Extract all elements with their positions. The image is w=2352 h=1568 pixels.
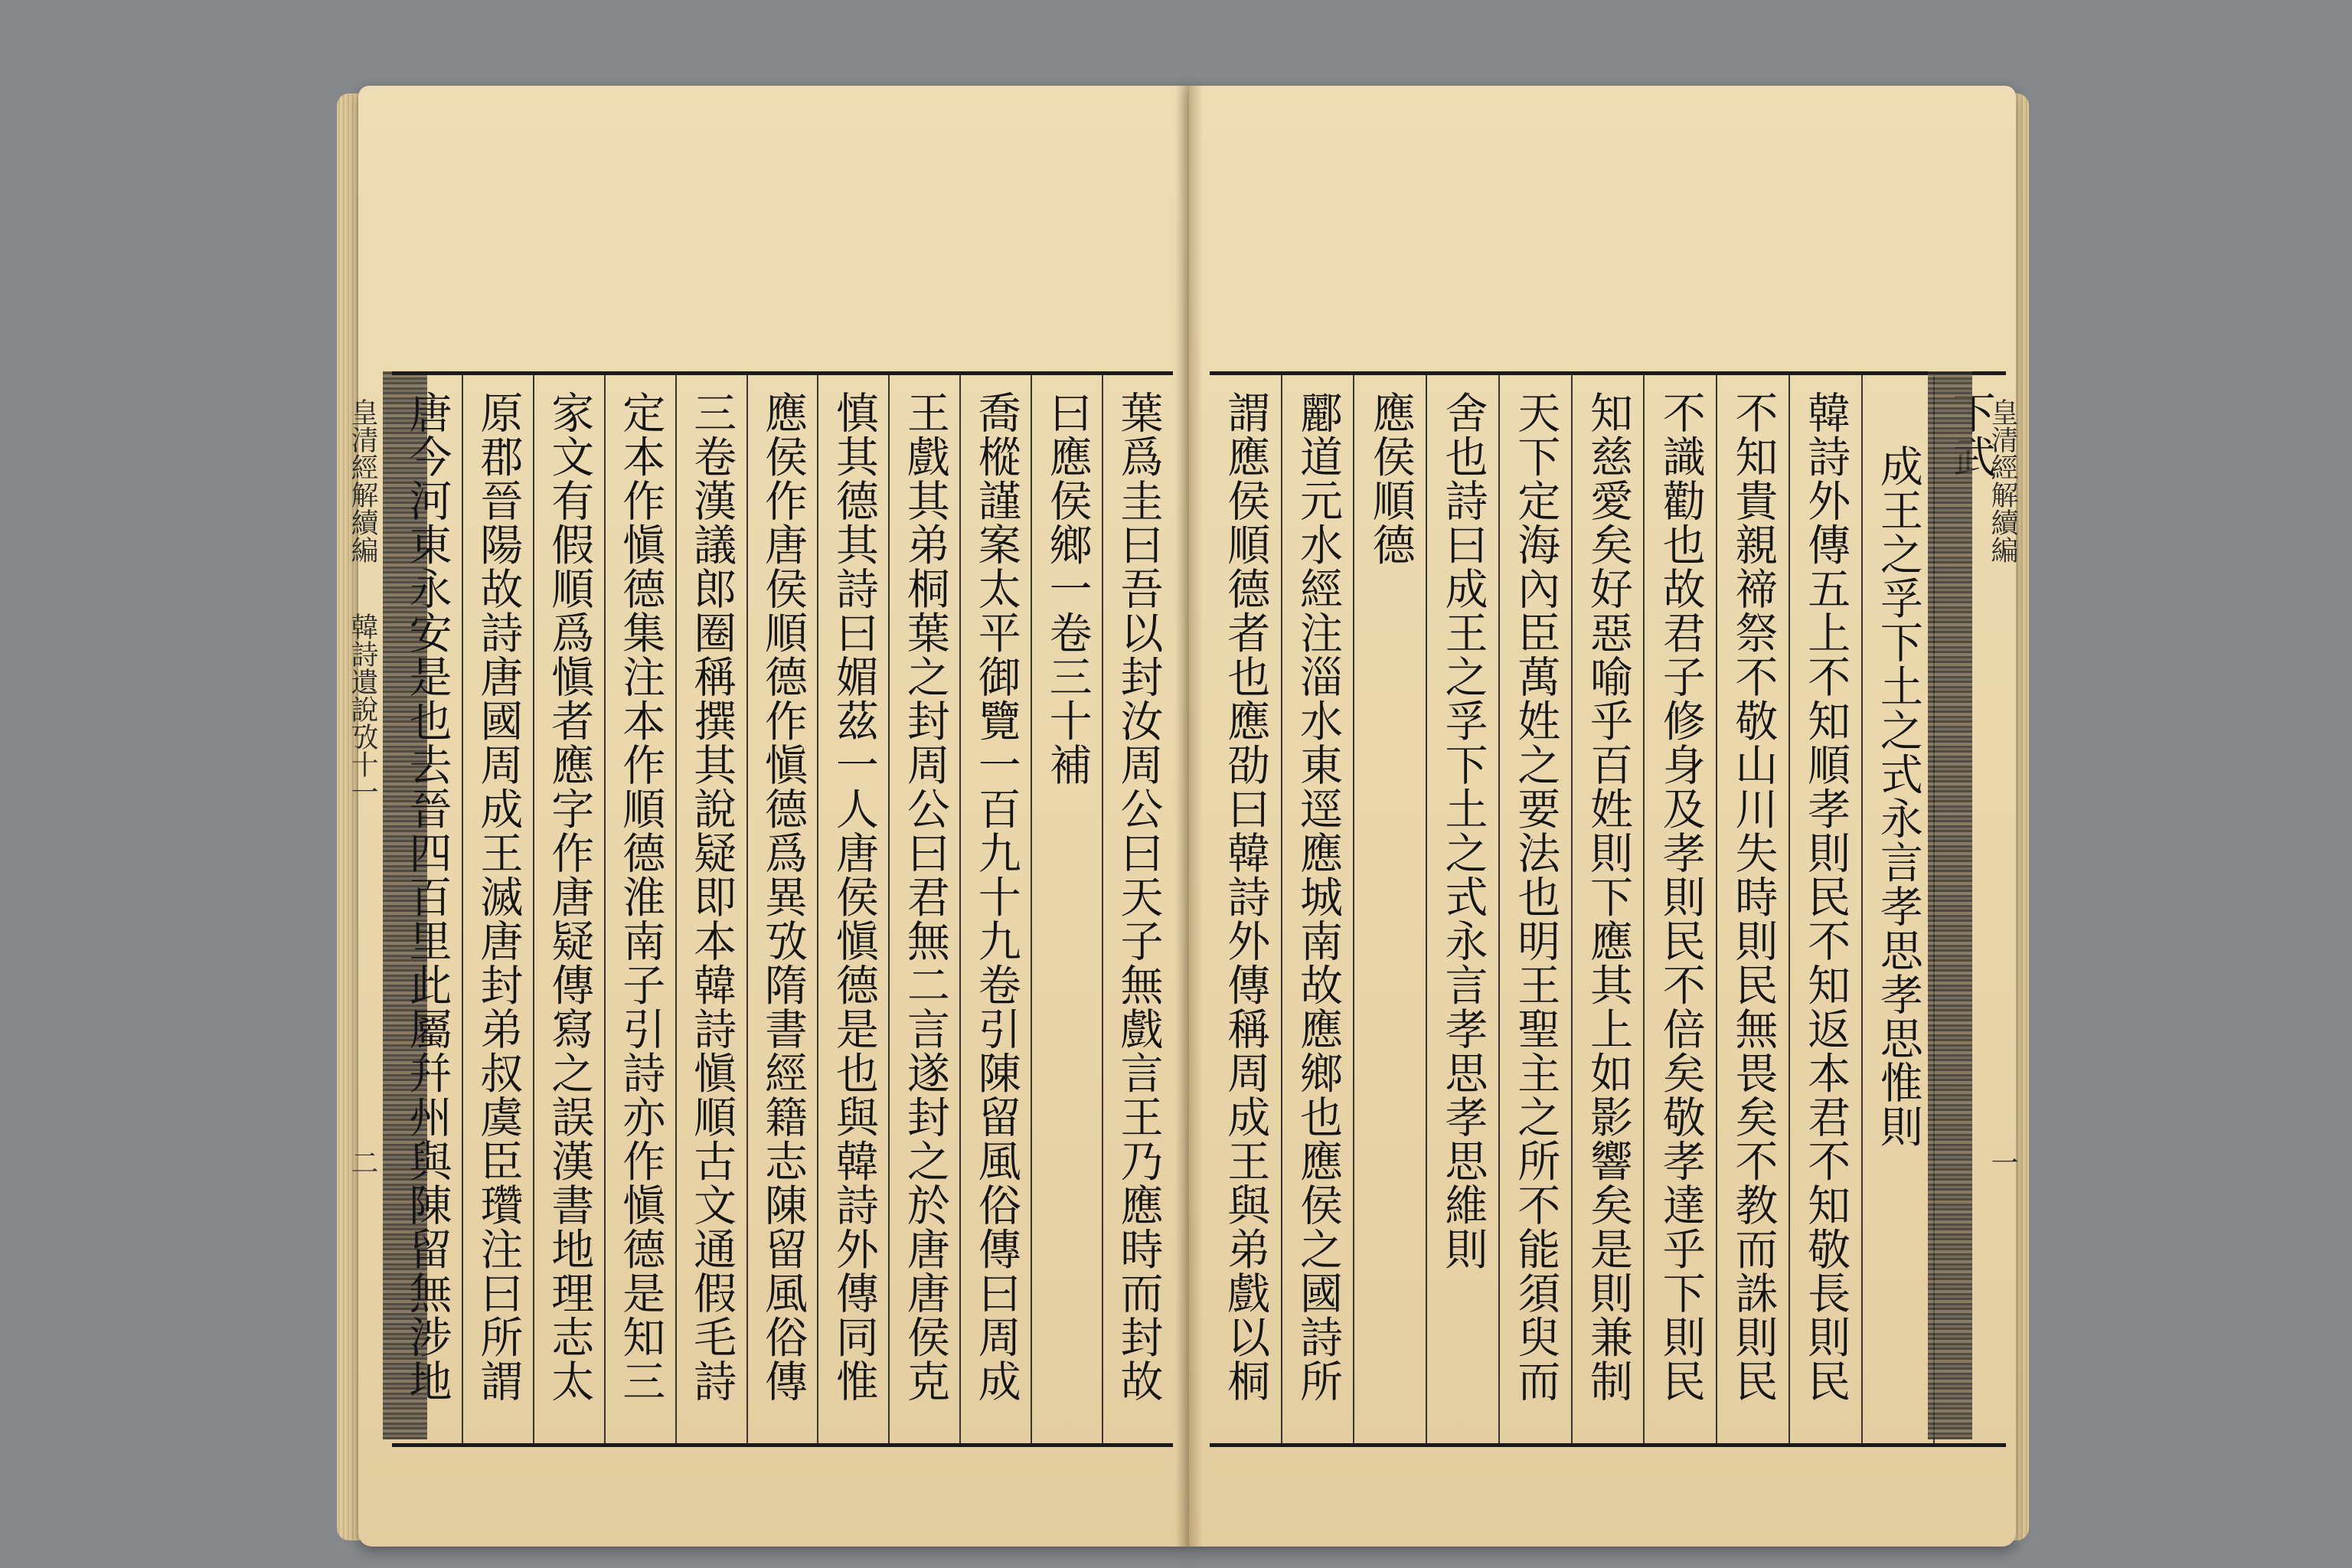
right-text-frame	[1210, 371, 2006, 1447]
column-text: 不識勸也故君子修身及孝則民不倍矣敬孝達乎下則民	[1655, 390, 1706, 1403]
right-column	[1426, 375, 1498, 1443]
left-column	[604, 375, 675, 1443]
column-text: 葉爲圭曰吾以封汝周公曰天子無戲言王乃應時而封故	[1113, 390, 1164, 1403]
column-text: 應侯順德	[1365, 390, 1416, 567]
right-column	[1716, 375, 1788, 1443]
column-text: 應侯作唐侯順德作愼德爲異攷隋書經籍志陳留風俗傳	[758, 390, 808, 1403]
left-folio-number: 二	[347, 1148, 378, 1176]
column-text: 酈道元水經注淄水東逕應城南故應鄉也應侯之國詩所	[1293, 390, 1344, 1403]
right-banxin-ink	[1928, 371, 1972, 1439]
left-column	[959, 375, 1031, 1443]
column-text: 王戲其弟桐葉之封周公曰君無二言遂封之於唐唐侯克	[900, 390, 950, 1403]
column-text: 謂應侯順德者也應劭曰韓詩外傳稱周成王與弟戲以桐	[1220, 390, 1271, 1403]
left-column	[392, 375, 462, 1443]
left-column	[462, 375, 533, 1443]
left-column	[817, 375, 888, 1443]
column-text: 定本作愼德集注本作順德淮南子引詩亦作愼德是知三	[616, 390, 666, 1403]
column-text: 曰應侯鄉一卷三十補	[1042, 390, 1093, 787]
column-text: 韓詩外傳五上不知順孝則民不知返本君不知敬長則民	[1801, 390, 1851, 1403]
right-column	[1210, 375, 1281, 1443]
column-text: 家文有假順爲愼者應字作唐疑傳寫之誤漢書地理志太	[544, 390, 595, 1403]
left-column	[888, 375, 959, 1443]
left-banxin-subtitle: 韓詩遺說攷十一	[347, 612, 378, 805]
column-text: 喬樅謹案太平御覽一百九十九卷引陳留風俗傳曰周成	[971, 390, 1021, 1403]
right-column	[1643, 375, 1716, 1443]
left-column	[675, 375, 746, 1443]
book-gutter	[1175, 86, 1203, 1547]
right-folio-number: 一	[1987, 1148, 2018, 1176]
column-text: 三卷漢議郎圈稱撰其說疑即本韓詩愼順古文通假毛詩	[687, 390, 737, 1403]
column-text: 舍也詩曰成王之孚下土之式永言孝思孝思維則	[1438, 390, 1488, 1271]
left-column	[746, 375, 818, 1443]
right-column	[1861, 375, 1934, 1443]
right-banxin-title: 皇清經解續編	[1987, 398, 2018, 564]
left-text-frame	[392, 371, 1173, 1447]
left-column	[1031, 375, 1102, 1443]
column-text: 天下定海內臣萬姓之要法也明王聖主之所不能須臾而	[1511, 390, 1561, 1403]
right-column	[1498, 375, 1571, 1443]
column-text: 不知貴親禘祭不敬山川失時則民無畏矣不教而誅則民	[1728, 390, 1779, 1403]
open-book	[337, 77, 2029, 1547]
right-column	[1353, 375, 1426, 1443]
column-text: 成王之孚下土之式永言孝思孝思惟則	[1873, 444, 1923, 1148]
left-column	[533, 375, 604, 1443]
column-text: 原郡晉陽故詩唐國周成王滅唐封弟叔虞臣瓚注曰所謂	[473, 390, 524, 1403]
column-text: 唐今河東永安是也去晉四百里此屬幷州與陳留無涉地	[402, 390, 452, 1403]
left-page-edges	[337, 93, 360, 1540]
column-text: 知慈愛矣好惡喻乎百姓則下應其上如影響矣是則兼制	[1583, 390, 1633, 1403]
left-column	[1102, 375, 1173, 1443]
left-banxin-title: 皇清經解續編	[347, 398, 378, 564]
right-column	[1281, 375, 1354, 1443]
right-column	[1571, 375, 1644, 1443]
right-column	[1788, 375, 1861, 1443]
column-text: 慎其德其詩曰媚茲一人唐侯愼德是也與韓詩外傳同惟	[828, 390, 879, 1403]
